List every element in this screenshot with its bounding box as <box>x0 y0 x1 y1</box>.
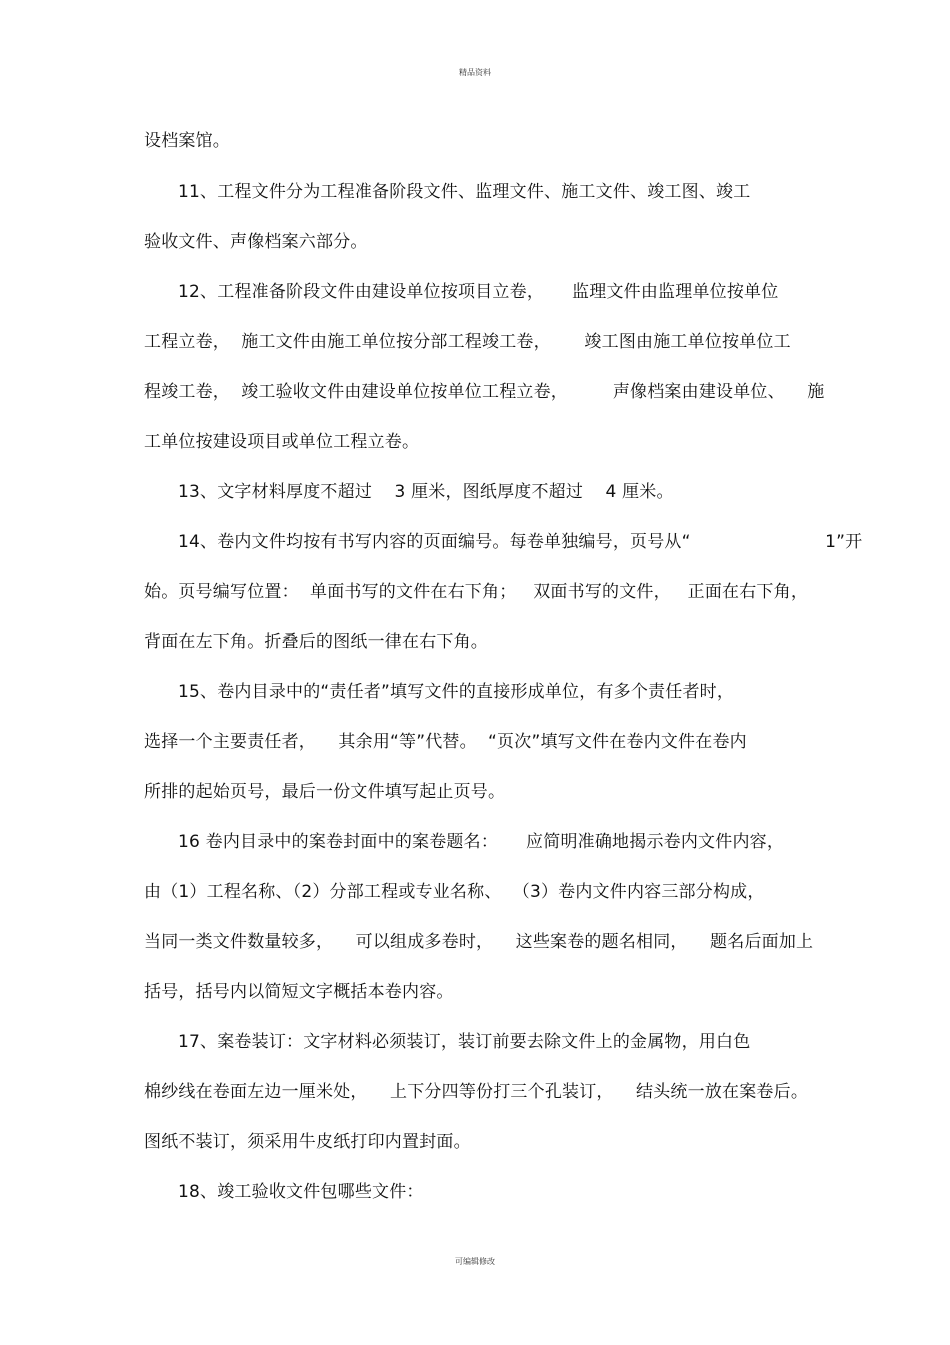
text-line: 13、文字材料厚度不超过 3 厘米，图纸厚度不超过 4 厘米。 <box>178 482 674 502</box>
text-line: 所排的起始页号，最后一份文件填写起止页号。 <box>144 782 506 802</box>
text-line: 设档案馆。 <box>144 131 230 151</box>
text-line: 由（1）工程名称、（2）分部工程或专业名称、 （3）卷内文件内容三部分构成， <box>144 882 765 902</box>
text-line: 工单位按建设项目或单位工程立卷。 <box>144 432 420 452</box>
text-line: 始。页号编写位置： 单面书写的文件在右下角； 双面书写的文件， 正面在右下角， <box>144 582 809 602</box>
text-line: 验收文件、声像档案六部分。 <box>144 232 368 252</box>
text-line: 图纸不装订，须采用牛皮纸打印内置封面。 <box>144 1132 471 1152</box>
text-line: 棉纱线在卷面左边一厘米处， 上下分四等份打三个孔装订， 结头统一放在案卷后。 <box>144 1082 809 1102</box>
page-header: 精品资料 <box>459 68 491 77</box>
text-line: 17、案卷装订：文字材料必须装订，装订前要去除文件上的金属物，用白色 <box>178 1032 751 1052</box>
text-line: 当同一类文件数量较多， 可以组成多卷时， 这些案卷的题名相同， 题名后面加上 <box>144 932 814 952</box>
text-line: 16 卷内目录中的案卷封面中的案卷题名： 应简明准确地揭示卷内文件内容， <box>178 832 785 852</box>
text-line: 18、竣工验收文件包哪些文件： <box>178 1182 424 1202</box>
text-line: 12、工程准备阶段文件由建设单位按项目立卷， 监理文件由监理单位按单位 <box>178 282 779 302</box>
text-line: 14、卷内文件均按有书写内容的页面编号。每卷单独编号，页号从“ 1”开 <box>178 532 863 552</box>
text-line: 选择一个主要责任者， 其余用“等”代替。 “页次”填写文件在卷内文件在卷内 <box>144 732 747 752</box>
text-line: 11、工程文件分为工程准备阶段文件、监理文件、施工文件、竣工图、竣工 <box>178 182 751 202</box>
text-line: 工程立卷， 施工文件由施工单位按分部工程竣工卷， 竣工图由施工单位按单位工 <box>144 332 791 352</box>
page-footer: 可编辑修改 <box>455 1257 495 1266</box>
text-line: 15、卷内目录中的“责任者”填写文件的直接形成单位，有多个责任者时， <box>178 682 735 702</box>
text-line: 程竣工卷， 竣工验收文件由建设单位按单位工程立卷， 声像档案由建设单位、 施 <box>144 382 825 402</box>
text-line: 括号，括号内以简短文字概括本卷内容。 <box>144 982 454 1002</box>
text-line: 背面在左下角。折叠后的图纸一律在右下角。 <box>144 632 488 652</box>
